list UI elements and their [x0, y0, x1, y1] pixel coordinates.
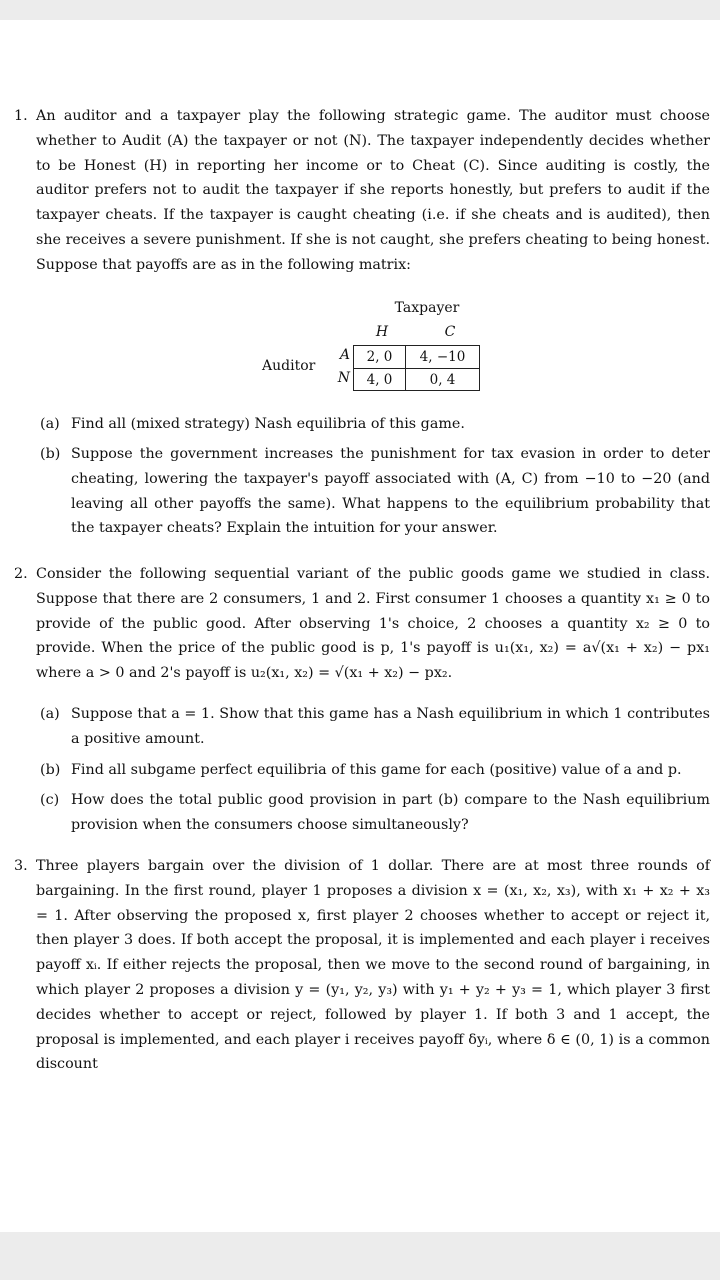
column-header-h: H [375, 324, 389, 340]
problem-1 [14, 104, 710, 278]
problem-number: 3. [14, 858, 28, 874]
part-label: (c) [40, 792, 60, 808]
top-bar [0, 0, 720, 20]
bottom-bar [0, 1232, 720, 1280]
matrix-cell-n-h: 4, 0 [366, 372, 393, 388]
part-2c [40, 788, 710, 838]
document-page [0, 20, 720, 1232]
matrix-cell-a-c: 4, −10 [419, 349, 466, 365]
matrix-cell-n-c: 0, 4 [429, 372, 456, 388]
row-header-a: A [339, 347, 350, 363]
problem-2 [14, 562, 710, 686]
column-player-label: Taxpayer [394, 300, 460, 316]
row-player-label: Auditor [262, 358, 316, 374]
part-text: How does the total public good provision in part (b) compare to the Nash equilibrium provision when the consumers choose simultaneously? [71, 792, 710, 833]
part-text: Suppose the government increases the punishment for tax evasion in order to deter cheating, lowering the taxpayer's payoff associated with (A, C) from −10 to −20 (and leaving all other payoffs the same). What happens to the equilibrium probability that the taxpayer cheats? Explain the intuition for your answer. [71, 446, 710, 537]
problem-number: 2. [14, 566, 28, 582]
part-1a [40, 412, 710, 437]
problem-text: An auditor and a taxpayer play the following strategic game. The auditor must choose whether to Audit (A) the taxpayer or not (N). The taxpayer independently decides whether to be Honest (H) in reporting her income or to Cheat (C). Since auditing is costly, the auditor prefers not to audit the taxpayer if she reports honestly, but prefers to audit if the taxpayer cheats. If the taxpayer is caught cheating (i.e. if she cheats and is audited), then she receives a severe punishment. If she is not caught, she prefers cheating to being honest. Suppose that payoffs are as in the following matrix: [36, 108, 710, 273]
part-label: (a) [40, 706, 60, 722]
problem-text: Consider the following sequential variant of the public goods game we studied in class. Suppose that there are 2 consumers, 1 and 2. First consumer 1 chooses a quantity x₁ ≥ 0 to provide of the public good. After observing 1's choice, 2 chooses a quantity x₂ ≥ 0 to provide. When the price of the public good is p, 1's payoff is u₁(x₁, x₂) = a√(x₁ + x₂) − px₁ where a > 0 and 2's payoff is u₂(x₁, x₂) = √(x₁ + x₂) − px₂. [36, 566, 710, 682]
part-label: (a) [40, 416, 60, 432]
part-text: Suppose that a = 1. Show that this game has a Nash equilibrium in which 1 contributes a positive amount. [71, 706, 710, 747]
part-2a [40, 702, 710, 752]
matrix-cell-a-h: 2, 0 [366, 349, 393, 365]
column-header-c: C [444, 324, 456, 340]
part-text: Find all (mixed strategy) Nash equilibria of this game. [71, 416, 465, 432]
payoff-matrix [262, 300, 492, 400]
part-text: Find all subgame perfect equilibria of this game for each (positive) value of a and p. [71, 762, 682, 778]
matrix-grid [353, 345, 480, 391]
problem-number: 1. [14, 108, 28, 124]
part-1b [40, 442, 710, 541]
problem-3 [14, 854, 710, 1077]
part-2b [40, 758, 710, 783]
problem-text: Three players bargain over the division of 1 dollar. There are at most three rounds of bargaining. In the first round, player 1 proposes a division x = (x₁, x₂, x₃), with x₁ + x₂ + x₃ = 1. After observing the proposed x, first player 2 chooses whether to accept or reject it, then player 3 does. If both accept the proposal, it is implemented and each player i receives payoff xᵢ. If either rejects the proposal, then we move to the second round of bargaining, in which player 2 proposes a division y = (y₁, y₂, y₃) with y₁ + y₂ + y₃ = 1, which player 3 first decides whether to accept or reject, followed by player 1. If both 3 and 1 accept, the proposal is implemented, and each player i receives payoff δyᵢ, where δ ∈ (0, 1) is a common discount [36, 858, 710, 1073]
row-header-n: N [337, 370, 350, 386]
part-label: (b) [40, 446, 61, 462]
part-label: (b) [40, 762, 61, 778]
